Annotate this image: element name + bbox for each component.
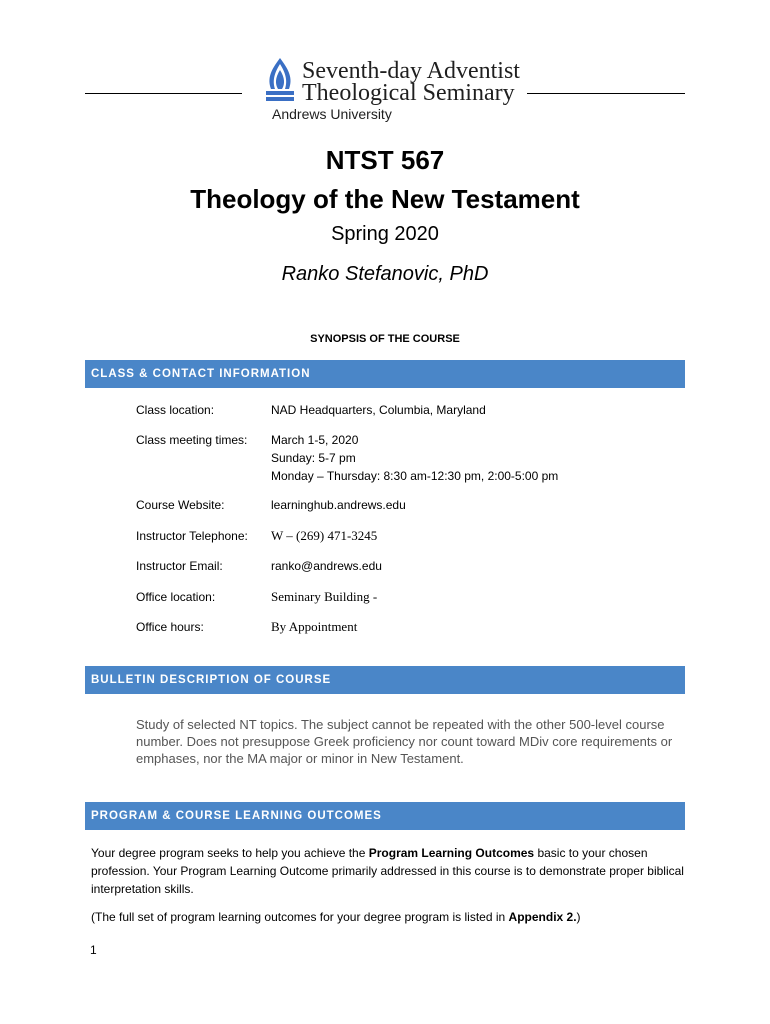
course-title: Theology of the New Testament <box>190 184 580 214</box>
page-number: 1 <box>90 943 97 957</box>
logo-title-line2: Theological Seminary <box>302 80 515 106</box>
appendix-note-end: ) <box>576 910 581 924</box>
class-location-value: NAD Headquarters, Columbia, Maryland <box>271 403 486 417</box>
section-bar-bulletin: BULLETIN DESCRIPTION OF COURSE <box>85 666 685 694</box>
instructor-phone-value: W – (269) 471-3245 <box>271 528 378 543</box>
bulletin-description: Study of selected NT topics. The subject cannot be repeated with the other 500-level course number. Does not presuppose Greek proficiency nor count toward MDiv core requirements or emphases, nor the MA major or minor in New Testament. <box>136 717 673 766</box>
office-hours-label: Office hours: <box>136 620 204 634</box>
outcomes-text-start: Your degree program seeks to help you achieve the <box>91 846 369 860</box>
appendix-note-start: (The full set of program learning outcomes for your degree program is listed in <box>91 910 509 924</box>
instructor-email-label: Instructor Email: <box>136 559 223 573</box>
appendix-note <box>91 908 691 926</box>
header-rule-right <box>527 93 685 94</box>
course-code: NTST 567 <box>325 145 445 175</box>
section-bar-outcomes: PROGRAM & COURSE LEARNING OUTCOMES <box>85 802 685 830</box>
appendix-reference: Appendix 2. <box>508 910 577 924</box>
class-times-line2: Sunday: 5-7 pm <box>271 451 356 465</box>
outcomes-emphasis: Program Learning Outcomes <box>368 846 535 860</box>
office-location-label: Office location: <box>136 590 216 604</box>
instructor-email-link[interactable]: ranko@andrews.edu <box>271 559 382 573</box>
synopsis-heading: SYNOPSIS OF THE COURSE <box>310 333 460 345</box>
class-times-line1: March 1-5, 2020 <box>271 433 359 447</box>
logo-subtitle: Andrews University <box>272 106 392 122</box>
instructor-name: Ranko Stefanovic, PhD <box>281 263 489 285</box>
office-hours-value: By Appointment <box>271 619 358 634</box>
logo-title-line1: Seventh-day Adventist <box>302 58 520 84</box>
outcomes-text-end: basic to your chosen profession. Your Program Learning Outcome primarily addressed in this course is to demonstrate proper biblical interpretation skills. <box>91 846 684 896</box>
section-bar-contact: CLASS & CONTACT INFORMATION <box>85 360 685 388</box>
header-rule-left <box>85 93 242 94</box>
class-times-line3: Monday – Thursday: 8:30 am-12:30 pm, 2:00-5:00 pm <box>271 469 559 483</box>
course-website-link[interactable]: learninghub.andrews.edu <box>271 498 406 512</box>
class-times-label: Class meeting times: <box>136 433 248 447</box>
instructor-phone-label: Instructor Telephone: <box>136 529 248 543</box>
flame-logo-icon <box>263 56 297 104</box>
class-location-label: Class location: <box>136 403 215 417</box>
outcomes-paragraph <box>91 844 691 898</box>
office-location-value: Seminary Building - <box>271 589 378 604</box>
course-website-label: Course Website: <box>136 498 225 512</box>
course-term: Spring 2020 <box>331 223 439 245</box>
